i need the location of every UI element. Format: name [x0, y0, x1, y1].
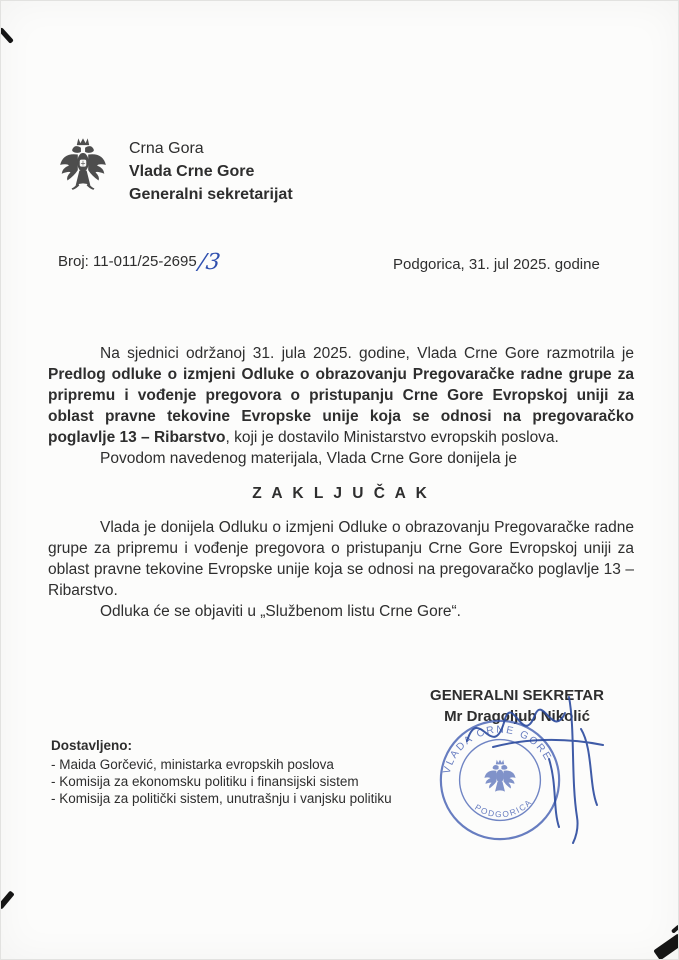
distribution-list	[51, 737, 392, 807]
distribution-heading: Dostavljeno:	[51, 738, 133, 753]
paragraph-4: Odluka će se objaviti u „Službenom listu Crne Gore“.	[100, 603, 461, 620]
letterhead-government: Vlada Crne Gore	[129, 163, 255, 180]
reference-number-text: Broj: 11-011/25-2695	[58, 253, 197, 270]
signatory-title: GENERALNI SEKRETAR	[430, 687, 604, 704]
paragraph-3: Vlada je donijela Odluku o izmjeni Odluke o obrazovanju Pregovaračke radne grupe za pripremu i vođenje pregovora o pristupanju Crne Gore Evropskoj uniji za oblast pravne tekovine Evropske unije koja se odnosi na pregovaračko poglavlje 13 – Ribarstvo.	[48, 519, 634, 599]
stamp-arc-top-text: VLADA CRNE GORE	[441, 724, 554, 776]
coat-of-arms-icon	[57, 133, 109, 201]
letterhead	[129, 137, 293, 206]
paragraph-1-bold: Predlog odluke o izmjeni Odluke o obrazovanju Pregovaračke radne grupe za pripremu i vođenje pregovora o pristupanju Crne Gore Evropskoj uniji za oblast pravne tekovine Evropske unije koja se odnosi na pregovaračko poglavlje 13 – Ribarstvo	[48, 366, 634, 446]
letterhead-secretariat: Generalni sekretarijat	[129, 186, 293, 203]
paragraph-2: Povodom navedenog materijala, Vlada Crne Gore donijela je	[100, 450, 518, 467]
document-body	[48, 343, 634, 622]
handwritten-suffix: /3	[196, 250, 222, 275]
place-and-date: Podgorica, 31. jul 2025. godine	[393, 256, 600, 273]
reference-number	[58, 247, 222, 275]
distribution-item: - Maida Gorčević, ministarka evropskih poslova	[51, 757, 334, 772]
paragraph-1-normal-2: , koji je dostavilo Ministarstvo evropskih poslova.	[225, 429, 559, 446]
letterhead-country: Crna Gora	[129, 140, 204, 157]
paragraph-1	[48, 343, 634, 448]
scan-artifact	[653, 933, 679, 960]
distribution-item: - Komisija za politički sistem, unutrašnju i vanjsku politiku	[51, 791, 392, 806]
signatory-name: Mr Dragoljub Nikolić	[444, 708, 590, 725]
stamp-arc-bottom-text: PODGORICA	[473, 796, 535, 820]
scan-artifact	[0, 27, 14, 44]
distribution-item: - Komisija za ekonomsku politiku i finansijski sistem	[51, 774, 359, 789]
scan-artifact	[671, 924, 679, 933]
scan-artifact	[0, 890, 15, 909]
official-stamp	[431, 711, 569, 849]
conclusion-heading: Z A K L J U Č A K	[252, 485, 430, 502]
paragraph-1-normal: Na sjednici održanoj 31. jula 2025. godine, Vlada Crne Gore razmotrila je	[100, 345, 634, 362]
